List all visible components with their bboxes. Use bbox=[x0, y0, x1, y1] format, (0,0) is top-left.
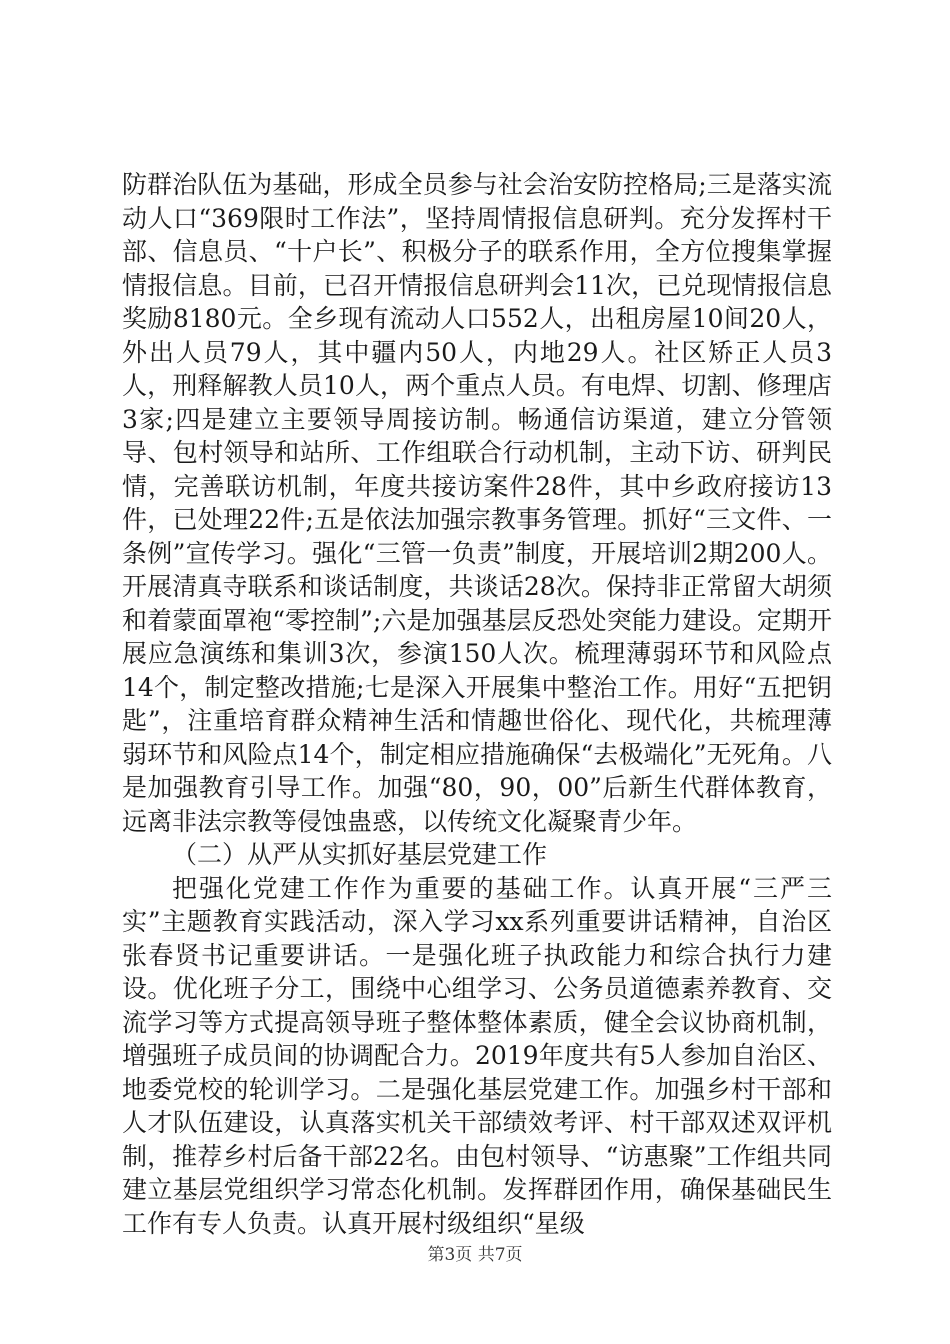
section-heading-2: （二）从严从实抓好基层党建工作 bbox=[172, 840, 548, 869]
page-footer: 第3页 共7页 bbox=[427, 1245, 523, 1265]
body-paragraph-2: 把强化党建工作作为重要的基础工作。认真开展“三严三实”主题教育实践活动，深入学习xx系列重要讲话精神，自治区张春贤书记重要讲话。一是强化班子执政能力和综合执行力建设。优化班子分工，围绕中心组学习、公务员道德素养教育、交流学习等方式提高领导班子整体整体素质，健全会议协商机制，增强班子成员间的协调配合力。2019年度共有5人参加自治区、地委党校的轮训学习。二是强化基层党建工作。加强乡村干部和人才队伍建设，认真落实机关干部绩效考评、村干部双述双评机制，推荐乡村后备干部22名。由包村领导、“访惠聚”工作组共同建立基层党组织学习常态化机制。发挥群团作用，确保基础民生工作有专人负责。认真开展村级组织“星级 bbox=[122, 873, 832, 1238]
body-paragraph-1: 防群治队伍为基础，形成全员参与社会治安防控格局;三是落实流动人口“369限时工作法”，坚持周情报信息研判。充分发挥村干部、信息员、“十户长”、积极分子的联系作用，全方位搜集掌握情报信息。目前，已召开情报信息研判会11次，已兑现情报信息奖励8180元。全乡现有流动人口552人，出租房屋10间20人，外出人员79人，其中疆内50人，内地29人。社区矫正人员3人，刑释解教人员10人，两个重点人员。有电焊、切割、修理店3家;四是建立主要领导周接访制。畅通信访渠道，建立分管领导、包村领导和站所、工作组联合行动机制，主动下访、研判民情，完善联访机制，年度共接访案件28件，其中乡政府接访13件，已处理22件;五是依法加强宗教事务管理。抓好“三文件、一条例”宣传学习。强化“三管一负责”制度，开展培训2期200人。开展清真寺联系和谈话制度，共谈话28次。保持非正常留大胡须和着蒙面罩袍“零控制”;六是加强基层反恐处突能力建设。定期开展应急演练和集训3次，参演150人次。梳理薄弱环节和风险点14个，制定整改措施;七是深入开展集中整治工作。用好“五把钥匙”，注重培育群众精神生活和情趣世俗化、现代化，共梳理薄弱环节和风险点14个，制定相应措施确保“去极端化”无死角。八是加强教育引导工作。加强“80，90，00”后新生代群体教育，远离非法宗教等侵蚀蛊惑，以传统文化凝聚青少年。 bbox=[122, 170, 832, 836]
document-body bbox=[122, 168, 832, 1240]
